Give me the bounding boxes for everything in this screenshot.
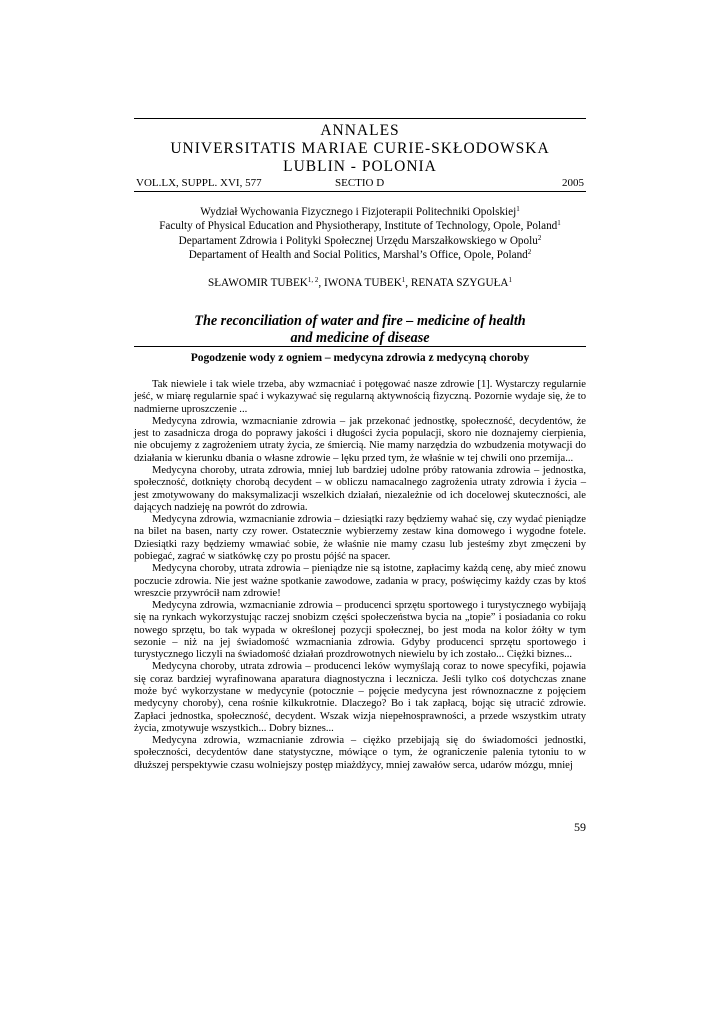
author-sup: 1, 2 <box>307 276 319 284</box>
affiliation-sup: 2 <box>527 248 532 257</box>
article-subtitle: Pogodzenie wody z ogniem – medycyna zdrowia z medycyną choroby <box>190 352 530 364</box>
section-info: SECTIO D <box>335 177 385 189</box>
affiliation-sup: 1 <box>557 219 561 228</box>
journal-title-line: UNIVERSITATIS MARIAE CURIE-SKŁODOWSKA <box>170 140 550 157</box>
author-name: SŁAWOMIR TUBEK <box>207 277 308 289</box>
affiliation-line <box>134 219 586 233</box>
affiliations <box>134 205 586 263</box>
article-page <box>134 0 586 1024</box>
author-list <box>134 276 586 290</box>
author-sup: 1 <box>401 276 406 284</box>
journal-title-line: LUBLIN - POLONIA <box>283 158 437 175</box>
article-body <box>134 379 586 772</box>
body-paragraph: Medycyna choroby, utrata zdrowia – pieniądze nie są istotne, zapłacimy każdą cenę, aby mieć znowu poczucie zdrowia. Nie jest ważne spotkanie zawodowe, zadania w pracy, poświęcimy każdy czas by ktoś wreszcie przywrócił nam zdrowie! <box>134 563 586 599</box>
article-title-line: and medicine of disease <box>290 330 430 346</box>
body-paragraph: Tak niewiele i tak wiele trzeba, aby wzmacniać i potęgować nasze zdrowie [1]. Wystarczy regularnie jeść, w miarę regularnie spać i wykazywać się regularną aktywnością fizyczną. Pozornie wydaje się, że to nadmierne uproszczenie ... <box>134 379 586 415</box>
article-title <box>134 313 586 347</box>
body-paragraph: Medycyna zdrowia, wzmacnianie zdrowia – jak przekonać jednostkę, społeczność, decydentów, że jest to zasadnicza droga do poprawy jakości i długości życia populacji, skoro nie doznajemy cierpienia, nie obcujemy z zagrożeniem utraty życia, ze śmiercią. Nie mamy narzędzia do wzbudzenia motywacji do działania w kierunku dbania o własne zdrowie – lęku przed tym, że właśnie w tej chwili ono przemija... <box>134 415 586 464</box>
header-bottom-rule <box>134 191 586 192</box>
affiliation-text: Faculty of Physical Education and Physiotherapy, Institute of Technology, Opole, Poland <box>159 220 558 233</box>
body-paragraph: Medycyna zdrowia, wzmacnianie zdrowia – dziesiątki razy będziemy wahać się, czy wydać pieniądze na bilet na basen, narty czy rower. Ostatecznie wybierzemy zestaw kina domowego i wygodne fotele. Dziesiątki razy będziemy wmawiać sobie, że właśnie nie mamy czasu lub jesteśmy zbyt zmęczeni by pobiegać, zagrać w siatkówkę czy po prostu pójść na spacer. <box>134 514 586 562</box>
author-sup: 1 <box>508 276 512 284</box>
affiliation-text: Wydział Wychowania Fizycznego i Fizjoterapii Politechniki Opolskiej <box>200 206 517 218</box>
volume-info: VOL.LX, SUPPL. XVI, 577 <box>136 177 262 189</box>
author-name: RENATA SZYGUŁA <box>410 277 509 289</box>
header-top-rule <box>134 118 586 119</box>
article-title-line: The reconciliation of water and fire – medicine of health <box>194 313 526 329</box>
author-separator: , <box>318 277 324 289</box>
page-number: 59 <box>574 820 586 834</box>
affiliation-text: Departament Zdrowia i Polityki Społecznej Urzędu Marszałkowskiego w Opolu <box>178 234 538 247</box>
journal-title <box>134 122 586 176</box>
affiliation-line <box>134 234 586 248</box>
affiliation-sup: 1 <box>516 205 520 213</box>
affiliation-text: Departament of Health and Social Politics, Marshal’s Office, Opole, Poland <box>188 249 528 262</box>
affiliation-line <box>134 205 586 219</box>
title-rule <box>134 346 586 347</box>
body-paragraph: Medycyna zdrowia, wzmacnianie zdrowia – ciężko przebijają się do świadomości jednostki, społeczności, decydentów dane statystyczne, mówiące o tym, że ograniczenie palenia tytoniu to w dłuższej perspektywie czasu wolniejszy postęp miażdżycy, mniej zawałów serca, udarów mózgu, mniej <box>134 735 586 771</box>
body-paragraph: Medycyna zdrowia, wzmacnianie zdrowia – producenci sprzętu sportowego i turystycznego wybijają się na rynkach wykorzystując raczej snobizm części społeczeństwa bycia na „topie” i posiadania co roku nowego sprzętu, bo tak wypada w określonej pozycji społecznej, bo jest moda na kolor żółty w tym sezonie – niż na jej świadomość wzmacniania zdrowia. Gdyby producenci sprzętu sportowego i turystycznego liczyli na świadomość działań prozdrowotnych niewielu by ich zostało... Ciężki biznes... <box>134 600 586 661</box>
author-name: IWONA TUBEK <box>323 277 402 289</box>
affiliation-line <box>134 248 586 262</box>
body-paragraph: Medycyna choroby, utrata zdrowia, mniej lub bardziej udolne próby ratowania zdrowia – jednostka, społeczność, dotknięty chorobą decydent – w obliczu namacalnego zagrożenia utraty zdrowia i życia – jest zmotywowany do maksymalizacji wszelkich działań, niezależnie od ich docelowej skuteczności, ale dających nadzieję na powrót do zdrowia. <box>134 464 586 513</box>
year-info: 2005 <box>562 177 584 189</box>
body-paragraph: Medycyna choroby, utrata zdrowia – producenci leków wymyślają coraz to nowe specyfiki, pojawia się coraz bardziej wyrafinowana aparatura diagnostyczna i lecznicza. Jeśli tylko coś dotychczas znane może być wykorzystane w medycynie (potocznie – pojęcie medycyna jest równoznaczne z pojęciem medycyny choroby), cena rośnie kilkukrotnie. Dlaczego? Bo i tak zapłacą, bojąc się utracić zdrowie. Zapłaci jednostka, społeczność, decydent. Wszak wizja niepełnosprawności, a przede wszystkim utraty życia, zmotywuje wszystkich... Dobry biznes... <box>134 661 586 734</box>
author-separator: , <box>405 277 411 289</box>
affiliation-sup: 2 <box>537 233 542 242</box>
journal-title-line: ANNALES <box>320 122 400 139</box>
